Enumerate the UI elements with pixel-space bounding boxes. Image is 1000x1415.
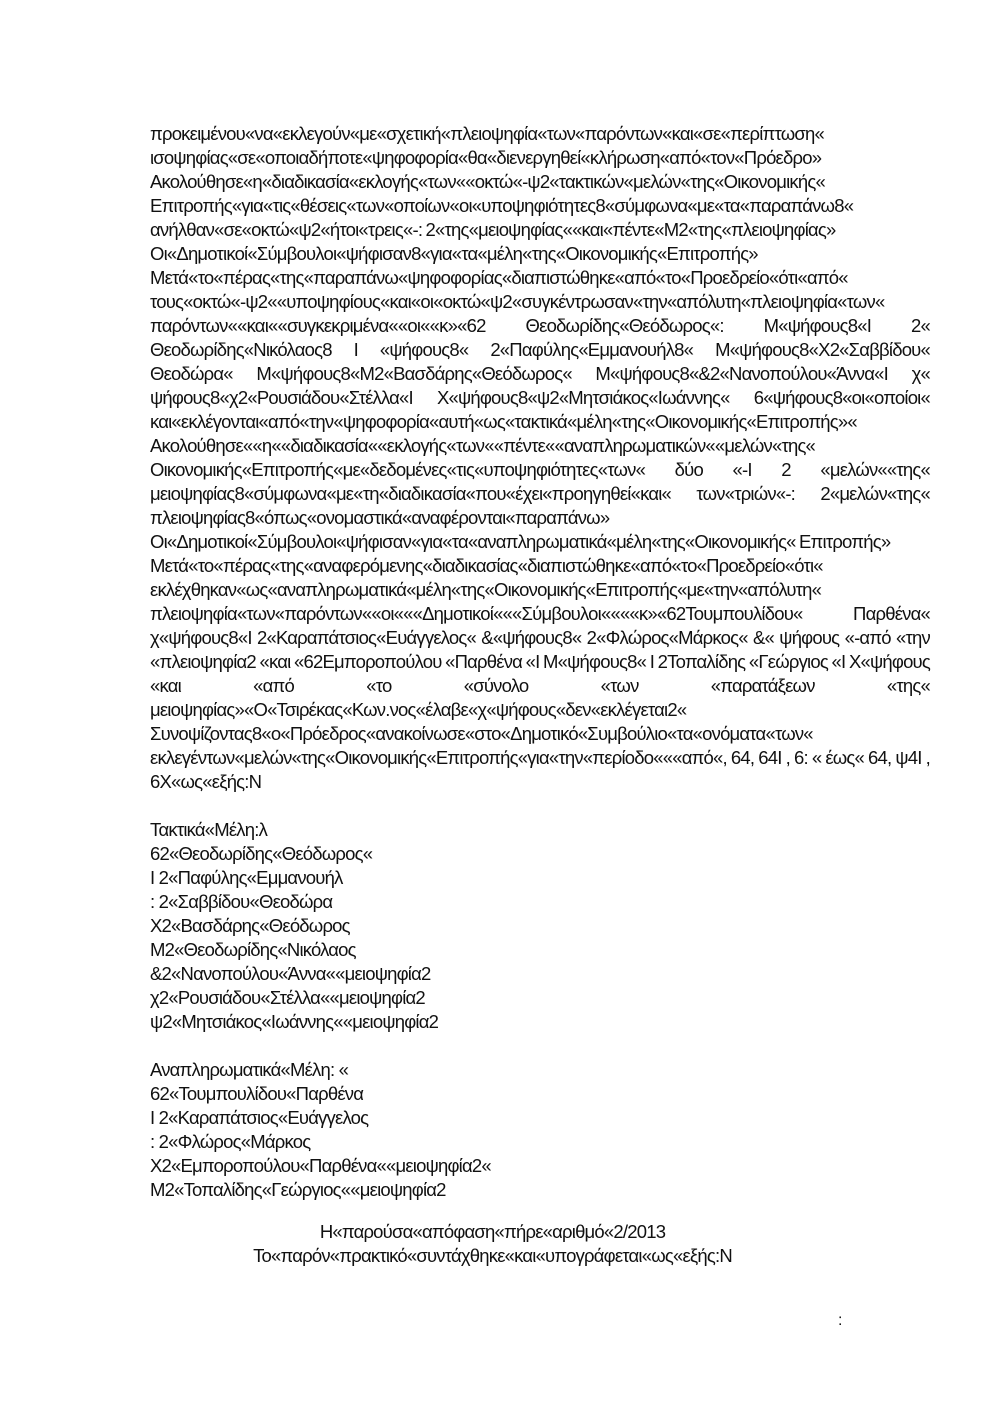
substitute-members-heading: Αναπληρωματικά«Μέλη: « xyxy=(150,1059,349,1080)
list-item: &2«Νανοπούλου«Άννα««μειοψηφία2 xyxy=(150,963,431,984)
paragraph-voting-rule: προκειμένου«να«εκλεγούν«με«σχετική«πλειοψηφία«των«παρόντων«και«σε«περίπτωση« ισοψηφίας«σε«οποιαδήποτε«ψηφοφορία«θα«διενεργηθεί«κλήρωση«από«τον«Πρόεδρο» xyxy=(150,123,824,168)
list-item: χ2«Ρουσιάδου«Στέλλα««μειοψηφία2 xyxy=(150,987,425,1008)
list-item: ψ2«Μητσιάκος«Ιωάννης««μειοψηφία2 xyxy=(150,1011,439,1032)
list-item: 62«Θεοδωρίδης«Θεόδωρος« xyxy=(150,843,373,864)
page-number: : xyxy=(838,1312,843,1329)
closing-block xyxy=(150,1220,835,1268)
list-item: Χ2«Εμποροπούλου«Παρθένα««μειοψηφία2« xyxy=(150,1155,491,1176)
paragraph-substitute-results: Μετά«το«πέρας«της«αναφερόμενης«διαδικασίας«διαπιστώθηκε«από«το«Προεδρείο«ότι« εκλέχθηκαν«ως«αναπληρωματικά«μέλη«της«Οικονομικής«Επιτροπής«με«την«απόλυτη« πλειοψηφία«των«παρόντων««οι«««Δημοτικοί«««Σύμβουλοι««««κ»«62Τουμπουλίδου« Παρθένα« χ«ψήφους8«Ι 2«Καραπάτσιος«Ευάγγελος« &«ψήφους8« 2«Φλώρος«Μάρκος« &« ψήφους «-από «την «πλειοψηφία2 «και «62Εμποροπούλου «Παρθένα «Ι Μ«ψήφους8« Ι 2Τοπαλίδης «Γεώργιος «Ι Χ«ψήφους «και «από «το «σύνολο «των «παρατάξεων «της« μειοψηφίας»«Ο«Τσιρέκας«Κων.νος«έλαβε«χ«ψήφους«δεν«εκλέγεται2« xyxy=(150,555,930,720)
decision-number-line: Η«παρούσα«απόφαση«πήρε«αριθμό«2/2013 xyxy=(319,1221,666,1242)
list-item: Ι 2«Παφύλης«Εμμανουήλ xyxy=(150,867,343,888)
minutes-body xyxy=(150,122,930,794)
regular-members-heading: Τακτικά«Μέλη:λ xyxy=(150,819,268,840)
list-item: : 2«Φλώρος«Μάρκος xyxy=(150,1131,311,1152)
list-item: : 2«Σαββίδου«Θεοδώρα xyxy=(150,891,333,912)
regular-members-list xyxy=(150,818,750,1034)
paragraph-councillors-voted-regular: Οι«Δημοτικοί«Σύμβουλοι«ψήφισαν8«για«τα«μέλη«της«Οικονομικής«Επιτροπής» xyxy=(150,243,758,264)
list-item: Μ2«Θεοδωρίδης«Νικόλαος xyxy=(150,939,356,960)
list-item: Χ2«Βασδάρης«Θεόδωρος xyxy=(150,915,350,936)
paragraph-regular-results: Μετά«το«πέρας«της«παραπάνω«ψηφοφορίας«διαπιστώθηκε«από«το«Προεδρείο«ότι«από« τους«οκτώ«-ψ2««υποψηφίους«και«οι«οκτώ«ψ2«συγκέντρωσαν«την«απόλυτη«πλειοψηφία«των« παρόντων««και««συγκεκριμένα««οι««κ»«62 Θεοδωρίδης«Θεόδωρος«: Μ«ψήφους8«Ι 2« Θεοδωρίδης«Νικόλαος8 Ι «ψήφους8« 2«Παφύλης«Εμμανουήλ8« Μ«ψήφους8«Χ2«Σαββίδου« Θεοδώρα« Μ«ψήφους8«Μ2«Βασδάρης«Θεόδωρος« Μ«ψήφους8«&2«Νανοπούλου«Άννα«Ι χ« ψήφους8«χ2«Ρουσιάδου«Στέλλα«Ι Χ«ψήφους8«ψ2«Μητσιάκος«Ιωάννης« 6«ψήφους8«οι«οποίοι« και«εκλέγονται«από«την«ψηφοφορία«αυτή«ως«τακτικά«μέλη«της«Οικονομικής«Επιτροπής»« xyxy=(150,267,930,432)
list-item: 62«Τουμπουλίδου«Παρθένα xyxy=(150,1083,364,1104)
paragraph-summary: Συνοψίζοντας8«ο«Πρόεδρος«ανακοίνωσε«στο«Δημοτικό«Συμβούλιο«τα«ονόματα«των« εκλεγέντων«μελών«της«Οικονομικής«Επιτροπής«για«την«περίοδο«««από«, 64, 64Ι , 6: « έως« 64, ψ4Ι , 6Χ«ως«εξής:Ν xyxy=(150,723,930,792)
paragraph-substitute-election-procedure: Ακολούθησε««η««διαδικασία««εκλογής«των««πέντε««αναπληρωματικών««μελών«της« Οικονομικής«Επιτροπής«με«δεδομένες«τις«υποψηφιότητες«των« δύο «-Ι 2 «μελών««της« μειοψηφίας8«σύμφωνα«με«τη«διαδικασία«που«έχει«προηγηθεί«και« των«τριών«-: 2«μελών«της« πλειοψηφίας8«όπως«ονομαστικά«αναφέρονται«παραπάνω» xyxy=(150,435,930,528)
substitute-members-list xyxy=(150,1058,750,1202)
list-item: Ι 2«Καραπάτσιος«Ευάγγελος xyxy=(150,1107,369,1128)
paragraph-regular-election-procedure: Ακολούθησε«η«διαδικασία«εκλογής«των««οκτώ«-ψ2«τακτικών«μελών«της«Οικονομικής« Επιτροπής«για«τις«θέσεις«των«οποίων«οι«υποψηφιότητες8«σύμφωνα«με«τα«παραπάνω8« ανήλθαν«σε«οκτώ«ψ2«ήτοι«τρεις«-: 2«της«μειοψηφίας««και«πέντε«Μ2«της«πλειοψηφίας» xyxy=(150,171,854,240)
list-item: Μ2«Τοπαλίδης«Γεώργιος««μειοψηφία2 xyxy=(150,1179,446,1200)
paragraph-councillors-voted-substitute: Οι«Δημοτικοί«Σύμβουλοι«ψήφισαν«για«τα«αναπληρωματικά«μέλη«της«Οικονομικής« Επιτροπής» xyxy=(150,531,891,552)
signature-intro-line: Το«παρόν«πρακτικό«συντάχθηκε«και«υπογράφεται«ως«εξής:Ν xyxy=(253,1245,732,1266)
